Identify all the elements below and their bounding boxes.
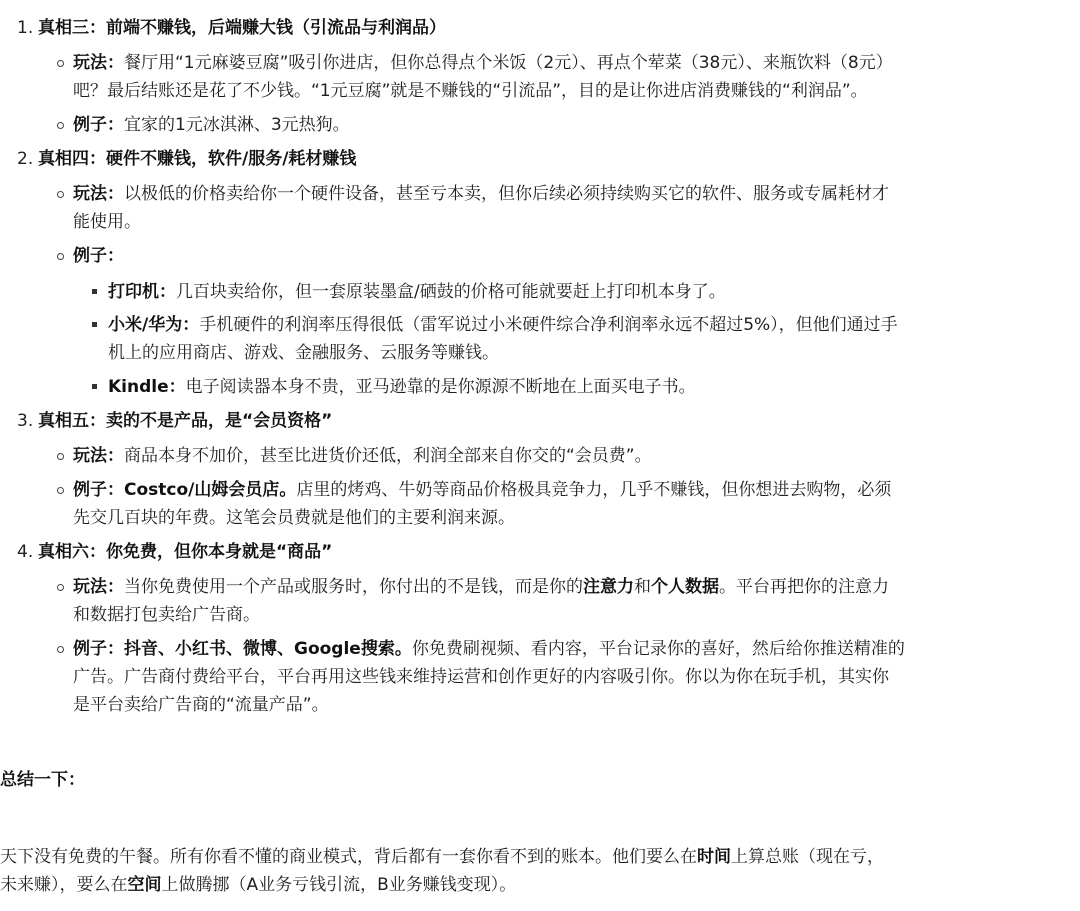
play-label: 玩法： xyxy=(73,184,124,204)
section-title: 真相五：卖的不是产品，是“会员资格” xyxy=(38,411,333,431)
square-bullet-icon xyxy=(92,322,97,327)
play-text-cont: 能使用。 xyxy=(73,212,141,232)
square-bullet-icon xyxy=(92,289,97,294)
list-number: 1. xyxy=(17,18,34,38)
play-line xyxy=(73,50,893,76)
bold-term: 时间 xyxy=(697,847,731,867)
subitem-text: 电子阅读器本身不贵，亚马逊靠的是你源源不断地在上面买电子书。 xyxy=(185,377,696,397)
bold-term: 空间 xyxy=(127,875,162,895)
play-text: 当你免费使用一个产品或服务时，你付出的不是钱，而是你的 xyxy=(124,577,583,597)
subitem-text-cont: 机上的应用商店、游戏、金融服务、云服务等赚钱。 xyxy=(108,343,499,363)
play-text-cont: 吧？最后结账还是花了不少钱。“1元豆腐”就是不赚钱的“引流品”，目的是让你进店消费赚钱的“利润品”。 xyxy=(73,81,868,101)
hollow-bullet-icon xyxy=(57,60,64,67)
example-text-cont: 先交几百块的年费。这笔会员费就是他们的主要利润来源。 xyxy=(73,508,515,528)
play-text: 和 xyxy=(634,577,651,597)
summary-text: 未来赚），要么在 xyxy=(0,875,128,895)
hollow-bullet-icon xyxy=(57,191,64,198)
example-label: 例子： xyxy=(73,115,124,135)
play-text: 商品本身不加价，甚至比进货价还低，利润全部来自你交的“会员费”。 xyxy=(124,446,652,466)
list-number: 2. xyxy=(17,149,34,169)
summary-paragraph-line xyxy=(0,844,884,870)
summary-paragraph-line xyxy=(0,872,516,898)
bold-term: 注意力 xyxy=(583,577,634,597)
square-bullet-icon xyxy=(92,384,97,389)
play-label: 玩法： xyxy=(73,577,124,597)
subitem-printer xyxy=(108,279,726,305)
example-label: 例子： xyxy=(73,480,124,500)
example-text: 你免费刷视频、看内容，平台记录你的喜好，然后给你推送精准的 xyxy=(411,639,905,659)
play-label: 玩法： xyxy=(73,53,124,73)
subitem-label: 小米/华为： xyxy=(108,315,200,335)
play-line xyxy=(73,181,889,207)
example-line xyxy=(73,112,350,138)
summary-text: 天下没有免费的午餐。所有你看不懂的商业模式，背后都有一套你看不到的账本。他们要么在 xyxy=(0,847,697,867)
summary-text: 上算总账（现在亏， xyxy=(731,847,884,867)
subitem-text: 几百块卖给你，但一套原装墨盒/硒鼓的价格可能就要赶上打印机本身了。 xyxy=(176,282,726,302)
play-text: 餐厅用“1元麻婆豆腐”吸引你进店，但你总得点个米饭（2元）、再点个荤菜（38元）、来瓶饮料（8元） xyxy=(124,53,893,73)
hollow-bullet-icon xyxy=(57,122,64,129)
play-line xyxy=(73,443,652,469)
example-label: 例子： xyxy=(73,246,124,266)
list-number: 3. xyxy=(17,411,34,431)
example-text-cont: 是平台卖给广告商的“流量产品”。 xyxy=(73,695,329,715)
hollow-bullet-icon xyxy=(57,453,64,460)
example-label: 例子： xyxy=(73,639,124,659)
list-number: 4. xyxy=(17,542,34,562)
example-line xyxy=(73,636,905,662)
hollow-bullet-icon xyxy=(57,584,64,591)
play-text: 。平台再把你的注意力 xyxy=(719,577,889,597)
example-text-cont: 广告。广告商付费给平台，平台再用这些钱来维持运营和创作更好的内容吸引你。你以为你在玩手机，其实你 xyxy=(73,667,889,687)
hollow-bullet-icon xyxy=(57,487,64,494)
play-label: 玩法： xyxy=(73,446,124,466)
hollow-bullet-icon xyxy=(57,253,64,260)
subitem-kindle xyxy=(108,374,696,400)
example-text: 宜家的1元冰淇淋、3元热狗。 xyxy=(124,115,350,135)
subitem-label: Kindle： xyxy=(108,377,186,397)
subitem-xiaomi xyxy=(108,312,898,338)
example-bold: 抖音、小红书、微博、Google搜索。 xyxy=(124,639,412,659)
section-title: 真相四：硬件不赚钱，软件/服务/耗材赚钱 xyxy=(38,149,357,169)
summary-heading: 总结一下： xyxy=(0,770,85,790)
bold-term: 个人数据 xyxy=(651,577,719,597)
play-text-cont: 和数据打包卖给广告商。 xyxy=(73,605,260,625)
section-title: 真相三：前端不赚钱，后端赚大钱（引流品与利润品） xyxy=(38,18,446,38)
example-line xyxy=(73,477,891,503)
subitem-label: 打印机： xyxy=(108,282,176,302)
hollow-bullet-icon xyxy=(57,646,64,653)
play-text: 以极低的价格卖给你一个硬件设备，甚至亏本卖，但你后续必须持续购买它的软件、服务或专属耗材才 xyxy=(124,184,889,204)
example-bold: Costco/山姆会员店。 xyxy=(124,480,297,500)
play-line xyxy=(73,574,889,600)
example-text: 店里的烤鸡、牛奶等商品价格极具竞争力，几乎不赚钱，但你想进去购物，必须 xyxy=(296,480,892,500)
subitem-text: 手机硬件的利润率压得很低（雷军说过小米硬件综合净利润率永远不超过5%），但他们通过手 xyxy=(199,315,898,335)
summary-text: 上做腾挪（A业务亏钱引流，B业务赚钱变现）。 xyxy=(161,875,517,895)
section-title: 真相六：你免费，但你本身就是“商品” xyxy=(38,542,333,562)
